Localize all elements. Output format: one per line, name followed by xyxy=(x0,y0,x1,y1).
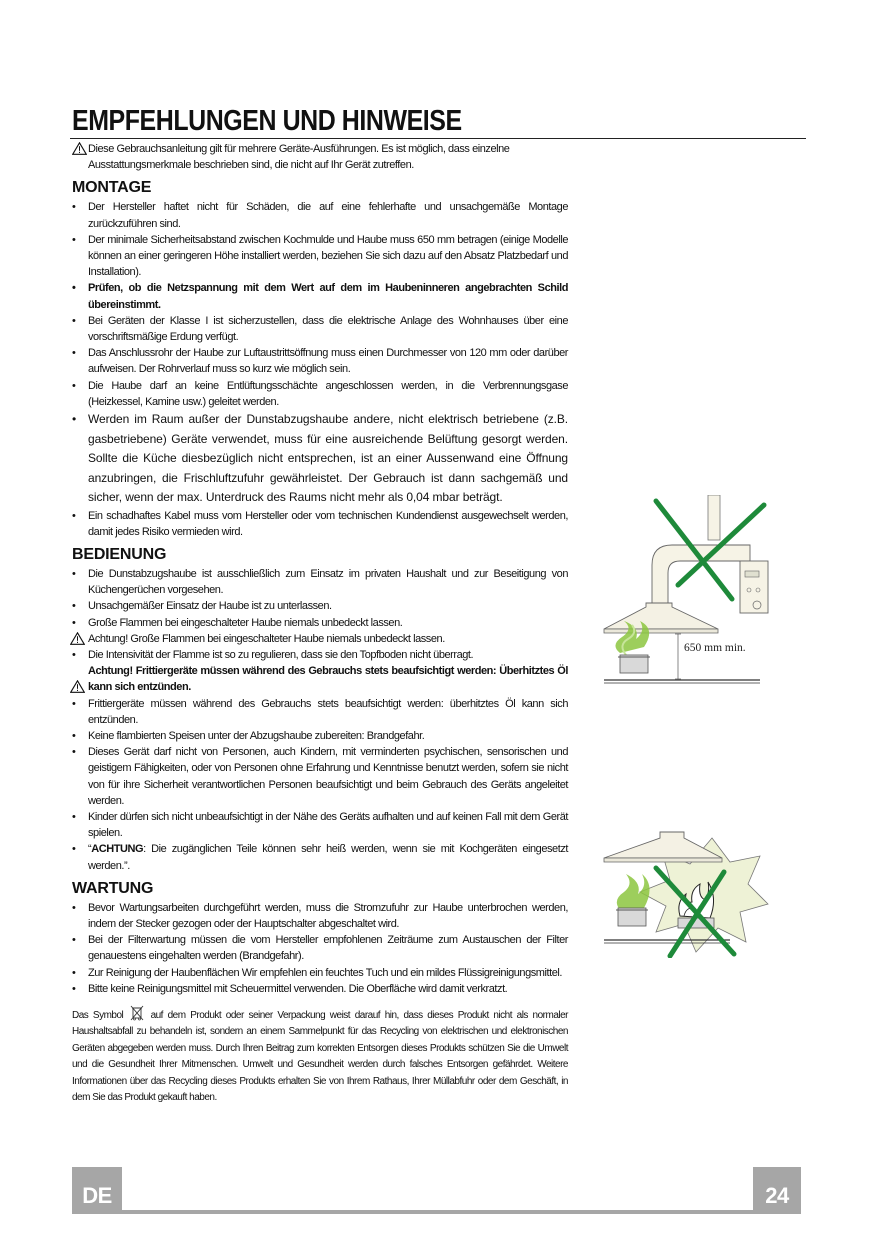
main-content xyxy=(72,141,568,1106)
warning-item: Achtung! Große Flammen bei eingeschalteter Haube niemals unbedeckt lassen. xyxy=(72,631,568,647)
list-item: • Frittiergeräte müssen während des Gebrauchs stets beaufsichtigt werden: überhitztes Öl kann sich entzünden. xyxy=(72,696,568,728)
list-item: • Prüfen, ob die Netzspannung mit dem Wert auf dem im Haubeninneren angebrachten Schild übereinstimmt. xyxy=(72,280,568,312)
flambe-warning-figure xyxy=(600,828,770,958)
list-item: • Die Intensivität der Flamme ist so zu regulieren, dass sie den Topfboden nicht überragt. xyxy=(72,647,568,663)
list-item: • Die Haube darf an keine Entlüftungsschächte angeschlossen werden, in die Verbrennungsgase (Heizkessel, Kamine usw.) geleitet werden. xyxy=(72,378,568,410)
warning-icon xyxy=(72,142,87,155)
list-item: • Bei Geräten der Klasse I ist sicherzustellen, dass die elektrische Anlage des Wohnhauses über eine vorschriftsmäßige Erdung verfügt. xyxy=(72,313,568,345)
list-item: • Große Flammen bei eingeschalteter Haube niemals unbedeckt lassen. xyxy=(72,615,568,631)
list-item: • Ein schadhaftes Kabel muss vom Hersteller oder vom technischen Kundendienst ausgewechselt werden, damit jedes Risiko vermieden wird. xyxy=(72,508,568,540)
list-item: • Dieses Gerät darf nicht von Personen, auch Kindern, mit verminderten psychischen, sensorischen und geistigem Fähigkeiten, oder von Personen ohne Erfahrung und Kenntnisse benutzt werden, sofern sie nicht von für ihre Sicherheit verantwortlichen Personen beaufsichtigt und beim Gebrauch des Geräts angeleitet werden. xyxy=(72,744,568,809)
wartung-heading: WARTUNG xyxy=(72,879,154,897)
hood-installation-figure xyxy=(600,495,770,690)
list-item: • “ACHTUNG: Die zugänglichen Teile können sehr heiß werden, wenn sie mit Kochgeräten eingesetzt werden.”. xyxy=(72,841,568,873)
list-item: • Das Anschlussrohr der Haube zur Luftaustrittsöffnung muss einen Durchmesser von 120 mm oder darüber aufweisen. Der Rohrverlauf muss so kurz wie möglich sein. xyxy=(72,345,568,377)
list-item: • Die Dunstabzugshaube ist ausschließlich zum Einsatz im privaten Haushalt und zur Beseitigung von Küchengerüchen vorgesehen. xyxy=(72,566,568,598)
language-tab: DE xyxy=(72,1167,122,1214)
montage-list xyxy=(72,199,568,540)
bedienung-heading: BEDIENUNG xyxy=(72,545,167,563)
list-item: • Bevor Wartungsarbeiten durchgeführt werden, muss die Stromzufuhr zur Haube unterbrochen werden, indem der Stecker gezogen oder der Hauptschalter abgeschaltet wird. xyxy=(72,900,568,932)
list-item: • Unsachgemäßer Einsatz der Haube ist zu unterlassen. xyxy=(72,598,568,614)
list-item: • Werden im Raum außer der Dunstabzugshaube andere, nicht elektrisch betriebene (z.B. gasbetriebene) Geräte verwendet, muss für eine ausreichende Belüftung gesorgt werden. Sollte die Küche diesbezüglich nicht entsprechen, ist an einer Aussenwand eine Öffnung anzubringen, die Frischluftzufuhr gewährleistet. Der Gebrauch ist dann sachgemäß und sicher, wenn der max. Unterdruck des Raums nicht mehr als 0,04 mbar beträgt. xyxy=(72,410,568,508)
warning-item: Achtung! Frittiergeräte müssen während des Gebrauchs stets beaufsichtigt werden: Überhitztes Öl kann sich entzünden. xyxy=(72,663,568,695)
wartung-list xyxy=(72,900,568,997)
page-title: EMPFEHLUNGEN UND HINWEISE xyxy=(72,105,462,137)
intro-note: Diese Gebrauchsanleitung gilt für mehrere Geräte-Ausführungen. Es ist möglich, dass einzelne Ausstattungsmerkmale beschrieben sind, die nicht auf Ihr Gerät zutreffen. xyxy=(72,141,568,173)
crossed-bin-icon xyxy=(130,1005,144,1021)
list-item: • Zur Reinigung der Haubenflächen Wir empfehlen ein feuchtes Tuch und ein mildes Flüssigreinigungsmittel. xyxy=(72,965,568,981)
list-item: • Bitte keine Reinigungsmittel mit Scheuermittel verwenden. Die Oberfläche wird damit verkratzt. xyxy=(72,981,568,997)
title-rule xyxy=(70,138,806,139)
warning-icon xyxy=(70,632,85,645)
list-item: • Der Hersteller haftet nicht für Schäden, die auf eine fehlerhafte und unsachgemäße Montage zurückzuführen sind. xyxy=(72,199,568,231)
footer-rule xyxy=(122,1210,753,1214)
clearance-label: 650 mm min. xyxy=(684,642,746,654)
montage-heading: MONTAGE xyxy=(72,179,152,197)
page-number: 24 xyxy=(753,1167,801,1214)
list-item: • Der minimale Sicherheitsabstand zwischen Kochmulde und Haube muss 650 mm betragen (einige Modelle können an einer geringeren Höhe installiert werden, beziehen Sie sich dazu auf den Absatz Platzbedarf und Installation). xyxy=(72,232,568,281)
list-item: • Kinder dürfen sich nicht unbeaufsichtigt in der Nähe des Geräts aufhalten und auf keinen Fall mit dem Gerät spielen. xyxy=(72,809,568,841)
list-item: • Keine flambierten Speisen unter der Abzugshaube zubereiten: Brandgefahr. xyxy=(72,728,568,744)
warning-icon xyxy=(70,680,85,693)
disposal-note: Das Symbol auf dem Produkt oder seiner Verpackung weist darauf hin, dass dieses Produkt nicht als normaler Haushaltsabfall zu behandeln ist, sondern an einem Sammelpunkt für das Recycling von elektrischen und elektronischen Geräten abgegeben werden muss. Durch Ihren Beitrag zum korrekten Entsorgen dieses Produkts schützen Sie die Umwelt und die Gesundheit Ihrer Mitmenschen. Umwelt und Gesundheit werden durch falsches Entsorgen gefährdet. Weitere Informationen über das Recycling dieses Produkts erhalten Sie von Ihrem Rathaus, Ihrer Müllabfuhr oder dem Geschäft, in dem Sie das Produkt gekauft haben. xyxy=(72,1005,568,1106)
list-item: • Bei der Filterwartung müssen die vom Hersteller empfohlenen Zeiträume zum Austauschen der Filter genauestens eingehalten werden (Brandgefahr). xyxy=(72,932,568,964)
bedienung-list xyxy=(72,566,568,874)
